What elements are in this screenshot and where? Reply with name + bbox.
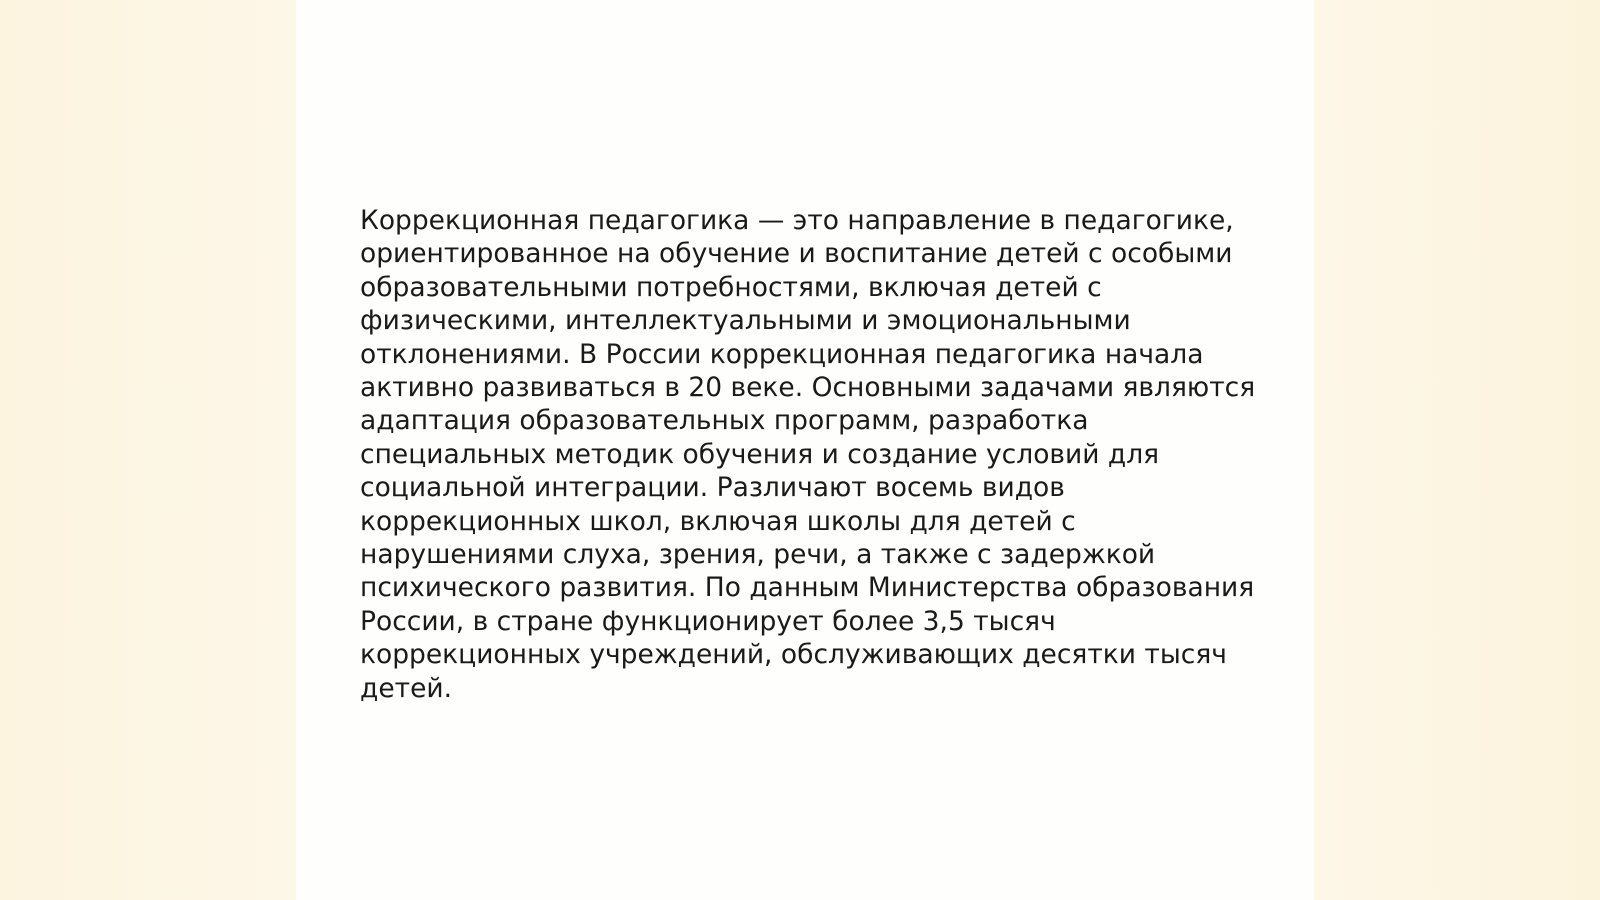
paragraph-line-10: коррекционных школ, включая школы для детей с bbox=[360, 505, 1076, 537]
document-page bbox=[296, 0, 1314, 900]
paragraph-line-3: образовательными потребностями, включая детей с bbox=[360, 271, 1102, 303]
paragraph-line-15: детей. bbox=[360, 672, 453, 704]
paragraph-line-5: отклонениями. В России коррекционная педагогика начала bbox=[360, 338, 1204, 370]
paragraph-line-4: физическими, интеллектуальными и эмоциональными bbox=[360, 305, 1131, 337]
paragraph-line-11: нарушениями слуха, зрения, речи, а также с задержкой bbox=[360, 539, 1156, 571]
paragraph-line-1: Коррекционная педагогика — это направление в педагогике, bbox=[360, 205, 1234, 236]
paragraph-line-14: коррекционных учреждений, обслуживающих десятки тысяч bbox=[360, 639, 1227, 671]
body-paragraph bbox=[360, 204, 1260, 705]
paragraph-line-6: активно развиваться в 20 веке. Основными задачами являются bbox=[360, 372, 1256, 404]
right-margin-background bbox=[1314, 0, 1600, 900]
paragraph-line-2: ориентированное на обучение и воспитание детей с особыми bbox=[360, 238, 1233, 270]
paragraph-line-12: психического развития. По данным Министерства образования bbox=[360, 572, 1255, 604]
paragraph-line-9: социальной интеграции. Различают восемь видов bbox=[360, 472, 1065, 504]
paragraph-line-7: адаптация образовательных программ, разработка bbox=[360, 405, 1089, 437]
paragraph-line-13: России, в стране функционирует более 3,5 тысяч bbox=[360, 605, 1056, 637]
left-margin-background bbox=[0, 0, 296, 900]
paragraph-line-8: специальных методик обучения и создание условий для bbox=[360, 438, 1160, 470]
